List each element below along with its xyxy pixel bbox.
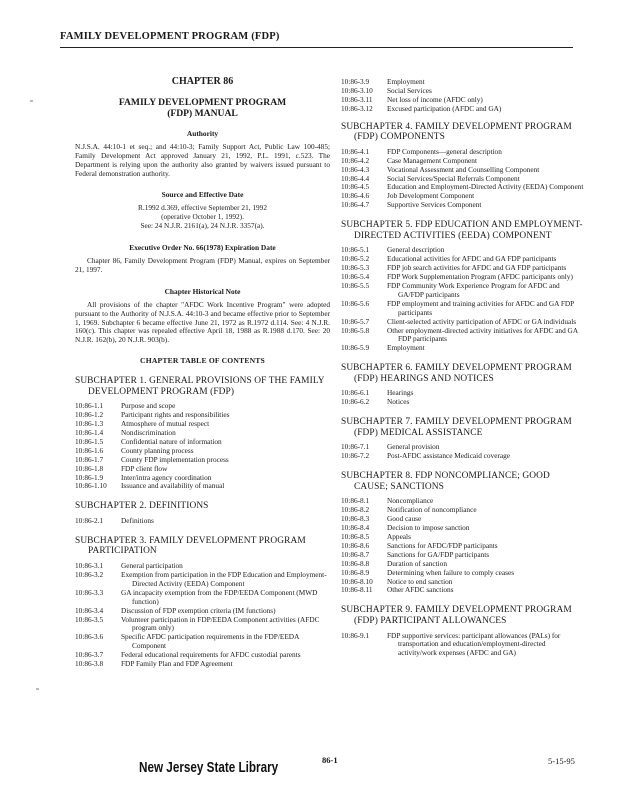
toc-entry — [341, 632, 585, 659]
section-number: 10:86-8.7 — [341, 549, 370, 559]
section-number: 10:86-7.1 — [341, 442, 370, 452]
section-title: Participant rights and responsibilities — [121, 410, 230, 420]
section-number: 10:86-8.10 — [341, 576, 373, 586]
left-column — [75, 78, 330, 669]
section-title: Supportive Services Component — [387, 200, 482, 210]
section-title: Case Management Component — [387, 155, 477, 165]
section-title: Sanctions for GA/FDP participants — [387, 549, 490, 559]
scan-speck — [30, 100, 33, 102]
section-title: Job Development Component — [387, 191, 475, 201]
section-number: 10:86-8.3 — [341, 514, 370, 524]
subchapter-heading: SUBCHAPTER 5. FDP EDUCATION AND EMPLOYMENT-DIRECTED ACTIVITIES (EEDA) COMPONENT — [341, 220, 583, 241]
continued-subchapter-3-items — [341, 78, 585, 114]
section-title: General participation — [121, 561, 183, 571]
section-number: 10:86-5.8 — [341, 325, 370, 335]
executive-order-heading: Executive Order No. 66(1978) Expiration Date — [129, 243, 276, 253]
section-number: 10:86-1.7 — [75, 454, 104, 464]
toc-entry — [341, 551, 585, 560]
section-title: Other AFDC sanctions — [387, 585, 454, 595]
chapter-title — [75, 97, 330, 120]
subchapter-heading: SUBCHAPTER 6. FAMILY DEVELOPMENT PROGRAM (FDP) HEARINGS AND NOTICES — [341, 363, 572, 384]
section-title: FDP job search activities for AFDC and GA FDP participants — [387, 263, 567, 273]
page-number: 86-1 — [322, 755, 338, 765]
section-title: Exemption from participation in the FDP Education and Employment-Directed Activity (EEDA) Component — [121, 569, 327, 588]
section-number: 10:86-6.2 — [341, 397, 370, 407]
section-number: 10:86-4.7 — [341, 200, 370, 210]
section-title: Purpose and scope — [121, 401, 176, 411]
section-title: Notification of noncompliance — [387, 505, 477, 515]
source-line-3: See: 24 N.J.R. 2161(a), 24 N.J.R. 3357(a). — [140, 221, 265, 231]
toc-entry — [75, 482, 330, 491]
section-title: Discussion of FDP exemption criteria (IM functions) — [121, 605, 276, 615]
section-title: Vocational Assessment and Counselling Component — [387, 164, 540, 174]
toc-entry — [341, 506, 585, 515]
section-number: 10:86-5.7 — [341, 316, 370, 326]
section-number: 10:86-3.8 — [75, 659, 104, 669]
section-number: 10:86-5.5 — [341, 280, 370, 290]
toc-entry — [75, 660, 330, 669]
toc-entry — [341, 398, 585, 407]
section-title: Sanctions for AFDC/FDP participants — [387, 540, 498, 550]
section-title: FDP supportive services: participant allowances (PALs) for transportation and education/employment-directed activity/work expenses (AFDC and GA) — [387, 630, 561, 658]
subchapter-heading: SUBCHAPTER 7. FAMILY DEVELOPMENT PROGRAM (FDP) MEDICAL ASSISTANCE — [341, 417, 572, 438]
toc-entry — [341, 578, 585, 587]
toc-entry — [75, 616, 330, 634]
toc-entry — [75, 571, 330, 589]
section-number: 10:86-3.1 — [75, 561, 104, 571]
section-number: 10:86-1.3 — [75, 419, 104, 429]
section-number: 10:86-5.9 — [341, 343, 370, 353]
section-number: 10:86-1.6 — [75, 445, 104, 455]
subchapter-heading: SUBCHAPTER 4. FAMILY DEVELOPMENT PROGRAM (FDP) COMPONENTS — [341, 121, 572, 143]
section-title: FDP client flow — [121, 463, 168, 473]
library-stamp: New Jersey State Library — [139, 759, 279, 776]
section-number: 10:86-5.4 — [341, 272, 370, 282]
section-title: County FDP implementation process — [121, 454, 229, 464]
section-title: Net loss of income (AFDC only) — [387, 94, 483, 104]
section-number: 10:86-3.9 — [341, 77, 370, 86]
source-heading: Source and Effective Date — [161, 190, 244, 200]
section-title: Noncompliance — [387, 496, 434, 506]
section-number: 10:86-5.3 — [341, 263, 370, 273]
section-title: Inter/intra agency coordination — [121, 472, 212, 482]
header-rule — [60, 47, 573, 48]
table-of-contents-title: CHAPTER TABLE OF CONTENTS — [140, 356, 265, 366]
toc-entry — [341, 586, 585, 595]
toc-entry — [341, 569, 585, 578]
section-number: 10:86-3.12 — [341, 103, 373, 113]
toc-entry — [341, 105, 585, 114]
section-title: Definitions — [121, 515, 154, 525]
subchapter-heading: SUBCHAPTER 8. FDP NONCOMPLIANCE; GOOD CAUSE; SANCTIONS — [341, 471, 550, 492]
section-number: 10:86-3.3 — [75, 587, 104, 597]
section-number: 10:86-5.1 — [341, 245, 370, 255]
section-title: Education and Employment-Directed Activity (EEDA) Component — [387, 182, 584, 192]
section-title: Hearings — [387, 388, 414, 398]
historical-note-heading: Chapter Historical Note — [164, 286, 241, 296]
section-title: Other employment-directed activity initiatives for AFDC and GA FDP participants — [387, 325, 578, 344]
running-header: FAMILY DEVELOPMENT PROGRAM (FDP) — [60, 31, 280, 42]
toc-entry — [75, 517, 330, 526]
section-number: 10:86-9.1 — [341, 630, 370, 640]
section-number: 10:86-1.4 — [75, 428, 104, 438]
section-title: Notices — [387, 397, 410, 407]
section-number: 10:86-3.5 — [75, 614, 104, 624]
section-title: Confidential nature of information — [121, 436, 222, 446]
left-subchapters — [75, 376, 330, 669]
section-number: 10:86-4.3 — [341, 164, 370, 174]
section-number: 10:86-3.7 — [75, 650, 104, 660]
section-number: 10:86-2.1 — [75, 515, 104, 525]
section-number: 10:86-3.11 — [341, 94, 373, 104]
section-title: Nondiscrimination — [121, 428, 176, 438]
toc-entry — [341, 78, 585, 87]
section-number: 10:86-3.2 — [75, 569, 104, 579]
section-number: 10:86-7.2 — [341, 451, 370, 461]
section-number: 10:86-8.6 — [341, 540, 370, 550]
toc-entry — [75, 438, 330, 447]
historical-note-text: All provisions of the chapter "AFDC Work Incentive Program" were adopted pursuant to the Authority of N.J.S.A. 44:10-3 and became effective prior to September 1, 1969. Subchapter 6 became effective June 21, 1972 as R.1972 d.114. See: 4 N.J.R. 160(c). This chapter was repealed effective April 18, 1988 as R.1988 d.170. See: 20 N.J.R. 162(b), 20 N.J.R. 903(b). — [75, 299, 330, 345]
toc-entry — [75, 589, 330, 607]
section-number: 10:86-3.6 — [75, 632, 104, 642]
section-title: Post-AFDC assistance Medicaid coverage — [387, 451, 511, 461]
toc-entry — [75, 456, 330, 465]
section-title: Notice to end sanction — [387, 576, 453, 586]
section-title: Volunteer participation in FDP/EEDA Component activities (AFDC program only) — [121, 614, 320, 633]
chapter-title-line2: (FDP) MANUAL — [167, 108, 238, 120]
executive-order-text: Chapter 86, Family Development Program (FDP) Manual, expires on September 21, 1997. — [75, 255, 330, 274]
right-subchapters — [341, 122, 585, 659]
source-line-1: R.1992 d.369, effective September 21, 1992 — [138, 203, 267, 213]
section-title: Atmosphere of mutual respect — [121, 419, 210, 429]
section-number: 10:86-3.10 — [341, 85, 373, 95]
source-line-2: (operative October 1, 1992). — [161, 212, 244, 222]
toc-entry — [341, 452, 585, 461]
section-title: Issuance and availability of manual — [121, 481, 225, 491]
toc-entry — [341, 327, 585, 345]
toc-entry — [75, 633, 330, 651]
section-number: 10:86-8.5 — [341, 532, 370, 542]
section-title: Employment — [387, 77, 425, 86]
section-number: 10:86-4.6 — [341, 191, 370, 201]
section-number: 10:86-1.10 — [75, 481, 107, 491]
section-title: FDP Community Work Experience Program for AFDC and GA/FDP participants — [387, 280, 560, 299]
toc-entry — [341, 524, 585, 533]
section-title: Social Services/Special Referrals Component — [387, 173, 520, 183]
section-number: 10:86-1.5 — [75, 436, 104, 446]
toc-entry — [341, 300, 585, 318]
section-title: General provision — [387, 442, 440, 452]
section-title: Educational activities for AFDC and GA FDP participants — [387, 254, 557, 264]
section-title: Specific AFDC participation requirements in the FDP/EEDA Component — [121, 632, 299, 651]
toc-entry — [341, 344, 585, 353]
section-title: Appeals — [387, 532, 411, 542]
section-number: 10:86-4.2 — [341, 155, 370, 165]
toc-entry — [341, 389, 585, 398]
section-title: County planning process — [121, 445, 194, 455]
authority-heading: Authority — [186, 128, 219, 138]
section-title: General description — [387, 245, 445, 255]
section-title: Decision to impose sanction — [387, 523, 470, 533]
section-title: Duration of sanction — [387, 558, 447, 568]
section-number: 10:86-8.4 — [341, 523, 370, 533]
chapter-heading: CHAPTER 86 — [171, 76, 234, 87]
section-title: Excused participation (AFDC and GA) — [387, 103, 502, 113]
section-number: 10:86-8.11 — [341, 585, 373, 595]
section-number: 10:86-8.8 — [341, 558, 370, 568]
right-column — [341, 78, 585, 658]
section-number: 10:86-8.9 — [341, 567, 370, 577]
section-number: 10:86-1.9 — [75, 472, 104, 482]
section-number: 10:86-1.1 — [75, 401, 104, 411]
section-number: 10:86-3.4 — [75, 605, 104, 615]
section-number: 10:86-4.5 — [341, 182, 370, 192]
toc-entry — [341, 201, 585, 210]
section-title: FDP Family Plan and FDP Agreement — [121, 659, 233, 669]
section-title: Social Services — [387, 85, 432, 95]
subchapter-heading: SUBCHAPTER 1. GENERAL PROVISIONS OF THE FAMILY DEVELOPMENT PROGRAM (FDP) — [75, 376, 325, 397]
toc-entry — [75, 420, 330, 429]
section-number: 10:86-4.4 — [341, 173, 370, 183]
section-number: 10:86-5.6 — [341, 298, 370, 308]
section-title: FDP Components—general description — [387, 146, 502, 156]
section-number: 10:86-8.2 — [341, 505, 370, 515]
subchapter-heading: SUBCHAPTER 9. FAMILY DEVELOPMENT PROGRAM (FDP) PARTICIPANT ALLOWANCES — [341, 605, 572, 626]
section-number: 10:86-4.1 — [341, 146, 370, 156]
section-title: FDP Work Supplementation Program (AFDC participants only) — [387, 272, 573, 282]
chapter-title-line1: FAMILY DEVELOPMENT PROGRAM — [118, 96, 287, 108]
section-title: Federal educational requirements for AFDC custodial parents — [121, 650, 301, 660]
subchapter-heading: SUBCHAPTER 3. FAMILY DEVELOPMENT PROGRAM PARTICIPATION — [75, 535, 306, 557]
section-title: Good cause — [387, 514, 422, 524]
section-title: Determining when failure to comply ceases — [387, 567, 515, 577]
page-date: 5-15-95 — [548, 756, 575, 766]
section-number: 10:86-5.2 — [341, 254, 370, 264]
section-number: 10:86-1.2 — [75, 410, 104, 420]
toc-entry — [341, 282, 585, 300]
section-title: Client-selected activity participation of AFDC or GA individuals — [387, 316, 577, 326]
section-number: 10:86-1.8 — [75, 463, 104, 473]
section-title: Employment — [387, 343, 425, 353]
section-number: 10:86-6.1 — [341, 388, 370, 398]
scan-speck — [36, 688, 39, 690]
section-title: FDP employment and training activities for AFDC and GA FDP participants — [387, 298, 574, 317]
section-title: GA incapacity exemption from the FDP/EEDA Component (MWD function) — [121, 587, 318, 606]
authority-text: N.J.S.A. 44:10-1 et seq.; and 44:10-3; Family Support Act, Public Law 100-485; Family Development Act approved January 21, 1992, P.L. 1991, c.523. The Department is relying upon the authority also granted by waivers issued pursuant to Federal demonstration authority. — [75, 141, 330, 178]
subchapter-heading: SUBCHAPTER 2. DEFINITIONS — [75, 501, 209, 512]
section-number: 10:86-8.1 — [341, 496, 370, 506]
